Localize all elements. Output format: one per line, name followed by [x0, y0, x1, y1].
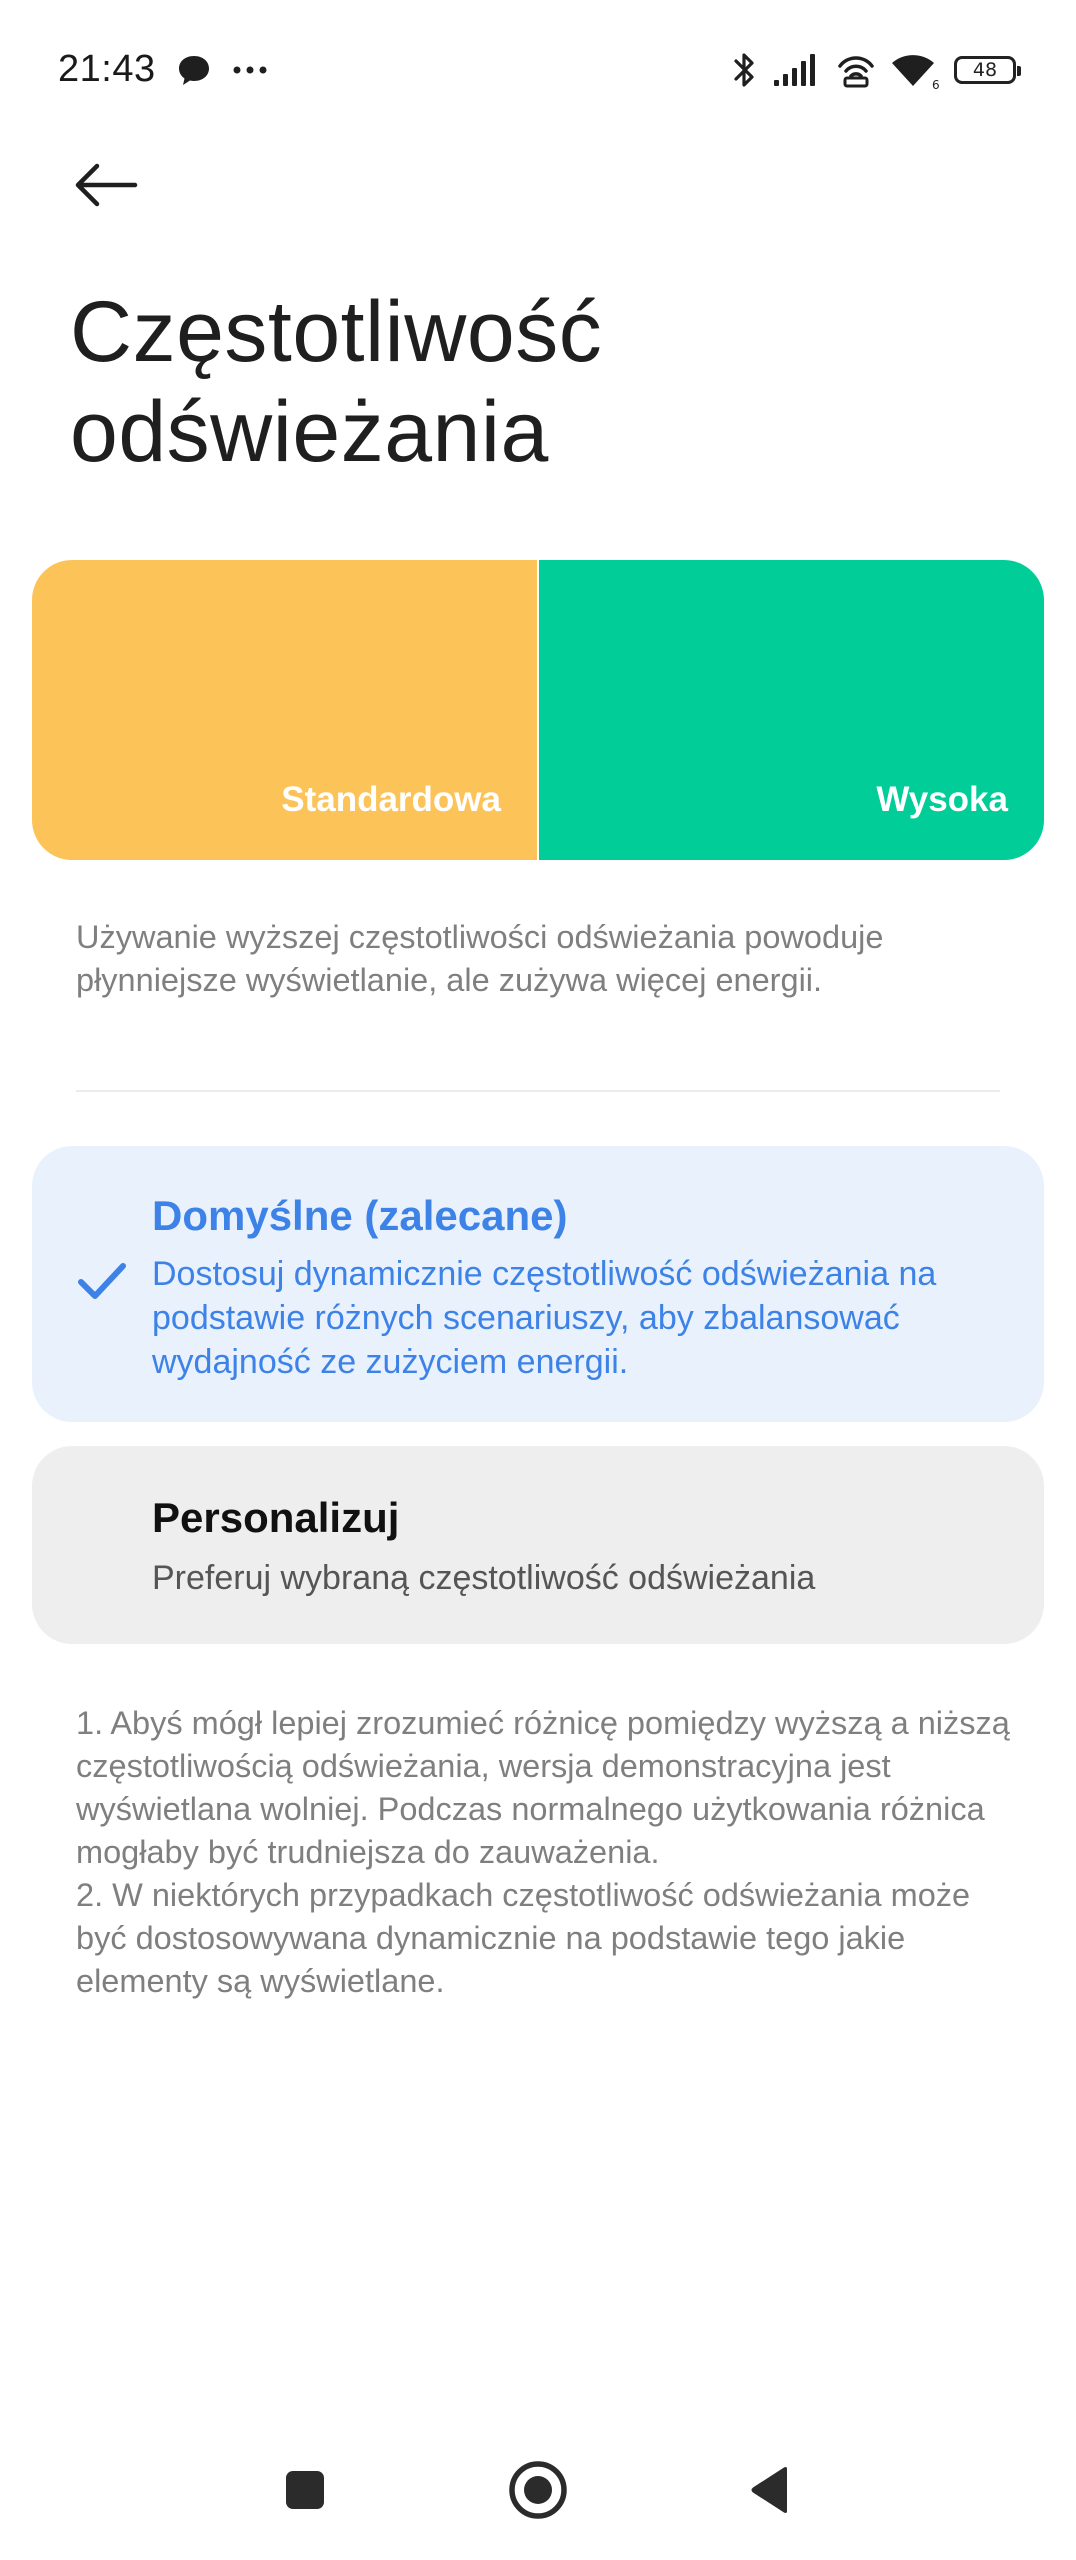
status-left-icons	[176, 50, 268, 90]
preview-high-label: Wysoka	[876, 780, 1008, 819]
preview-high	[539, 560, 1044, 860]
home-icon	[507, 2459, 569, 2521]
back-triangle-icon	[747, 2465, 793, 2515]
notes	[76, 1702, 1016, 2003]
navigation-bar	[0, 2440, 1076, 2540]
nav-back-button[interactable]	[730, 2450, 810, 2530]
description-text: Używanie wyższej częstotliwości odświeżania powoduje płynniejsze wyświetlanie, ale zużywa więcej energii.	[76, 919, 884, 998]
status-right-icons	[732, 50, 1016, 90]
back-button[interactable]	[66, 150, 146, 220]
page-title: Częstotliwość odświeżania	[70, 284, 603, 480]
check-icon	[76, 1260, 128, 1304]
chat-bubble-icon	[176, 52, 212, 88]
hotspot-icon	[836, 52, 876, 88]
status-time: 21:43	[58, 48, 156, 90]
note-2: 2. W niektórych przypadkach częstotliwość odświeżania może być dostosowywana dynamicznie na podstawie tego jakie elementy są wyświetlane.	[76, 1877, 971, 1999]
option-custom-description: Preferuj wybraną częstotliwość odświeżania	[152, 1559, 816, 1597]
option-custom[interactable]	[32, 1446, 1044, 1644]
svg-text:6: 6	[932, 78, 940, 90]
home-button[interactable]	[498, 2450, 578, 2530]
option-default-description: Dostosuj dynamicznie częstotliwość odświeżania na podstawie różnych scenariuszy, aby zbalansować wydajność ze zużyciem energii.	[152, 1255, 937, 1381]
divider	[76, 1090, 1000, 1092]
wifi-icon	[890, 50, 940, 90]
bluetooth-icon	[732, 50, 758, 90]
recent-apps-icon	[283, 2468, 327, 2512]
status-bar	[0, 38, 1076, 100]
battery-level: 48	[972, 58, 998, 81]
refresh-rate-preview	[32, 560, 1044, 860]
option-default-title: Domyślne (zalecane)	[152, 1192, 568, 1239]
preview-standard	[32, 560, 539, 860]
recent-apps-button[interactable]	[265, 2450, 345, 2530]
option-default[interactable]	[32, 1146, 1044, 1422]
signal-icon	[772, 52, 822, 88]
arrow-left-icon	[73, 163, 139, 207]
more-dots-icon	[232, 64, 268, 76]
battery-icon	[954, 56, 1016, 84]
note-1: 1. Abyś mógł lepiej zrozumieć różnicę pomiędzy wyższą a niższą częstotliwością odświeżania, wersja demonstracyjna jest wyświetlana wolniej. Podczas normalnego użytkowania różnica mogłaby być trudniejsza do zauważenia.	[76, 1705, 1010, 1870]
preview-standard-label: Standardowa	[281, 780, 501, 819]
option-custom-title: Personalizuj	[152, 1494, 400, 1541]
